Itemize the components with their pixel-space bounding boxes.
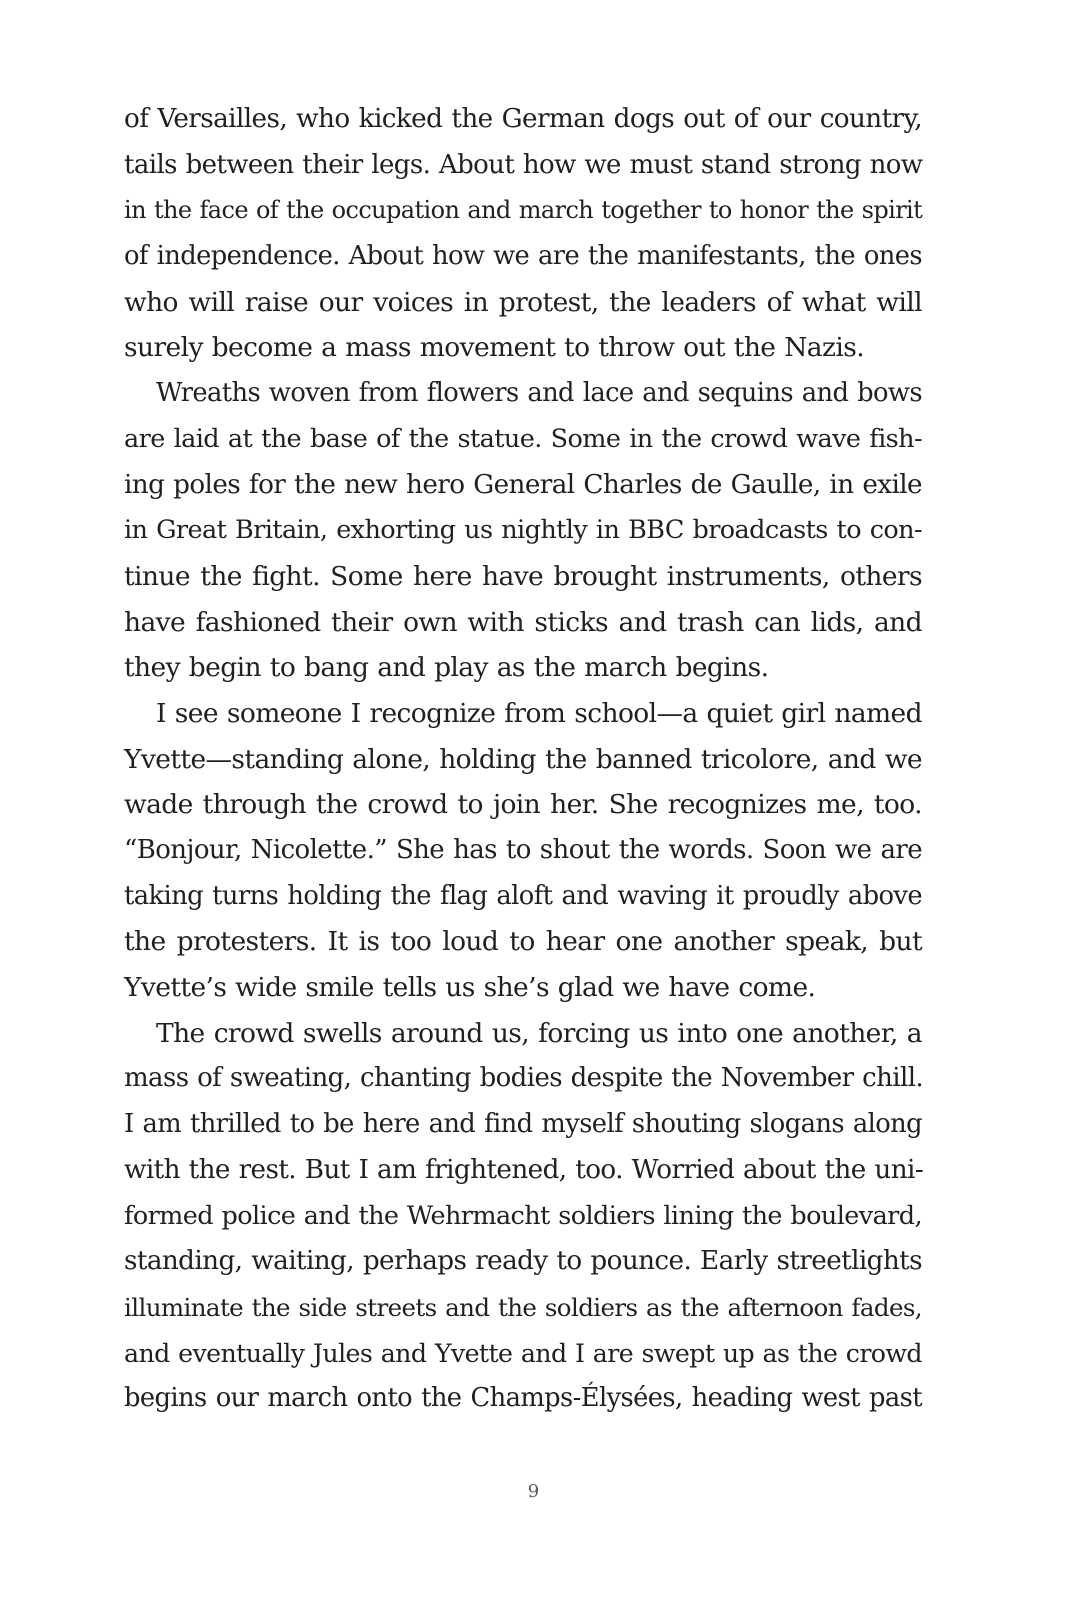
- text-line: are laid at the base of the statue. Some in the crowd wave fish-: [124, 423, 922, 454]
- text-line: begins our march onto the Champs-Élysées, heading west past: [124, 1383, 922, 1414]
- body-text: [124, 97, 922, 1422]
- text-line: taking turns holding the flag aloft and waving it proudly above: [124, 880, 922, 911]
- page-number: 9: [527, 1481, 540, 1502]
- text-line: formed police and the Wehrmacht soldiers lining the boulevard,: [124, 1200, 922, 1231]
- text-line: they begin to bang and play as the march begins.: [124, 652, 769, 684]
- text-line: with the rest. But I am frightened, too. Worried about the uni-: [124, 1154, 924, 1185]
- text-line: Wreaths woven from flowers and lace and sequins and bows: [156, 378, 922, 409]
- text-line: standing, waiting, perhaps ready to pounce. Early streetlights: [124, 1246, 922, 1277]
- text-line: and eventually Jules and Yvette and I are swept up as the crowd: [124, 1338, 922, 1368]
- text-line: of independence. About how we are the manifestants, the ones: [124, 241, 922, 272]
- text-line: I am thrilled to be here and find myself shouting slogans along: [124, 1109, 922, 1140]
- text-line: in the face of the occupation and march together to honor the spirit: [124, 196, 923, 225]
- paragraph: [124, 371, 922, 691]
- text-line: tinue the fight. Some here have brought instruments, others: [124, 560, 922, 592]
- text-line: “Bonjour, Nicolette.” She has to shout the words. Soon we are: [124, 835, 922, 865]
- text-line: ing poles for the new hero General Charles de Gaulle, in exile: [124, 469, 922, 500]
- paragraph: [124, 97, 922, 371]
- paragraph: [124, 691, 922, 1011]
- text-line: who will raise our voices in protest, the leaders of what will: [124, 286, 922, 318]
- text-line: mass of sweating, chanting bodies despite the November chill.: [124, 1063, 924, 1094]
- text-line: surely become a mass movement to throw out the Nazis.: [124, 332, 865, 364]
- text-line: of Versailles, who kicked the German dogs out of our country,: [124, 104, 922, 134]
- text-line: have fashioned their own with sticks and trash can lids, and: [124, 606, 922, 638]
- text-line: tails between their legs. About how we must stand strong now: [124, 149, 923, 180]
- paragraph: [124, 1011, 922, 1422]
- text-line: The crowd swells around us, forcing us into one another, a: [156, 1017, 922, 1049]
- text-line: wade through the crowd to join her. She recognizes me, too.: [124, 789, 922, 821]
- text-line: the protesters. It is too loud to hear one another speak, but: [124, 926, 922, 958]
- text-line: Yvette—standing alone, holding the banned tricolore, and we: [124, 743, 922, 775]
- text-line: I see someone I recognize from school—a quiet girl named: [156, 697, 922, 729]
- text-line: illuminate the side streets and the soldiers as the afternoon fades,: [124, 1292, 922, 1322]
- text-line: in Great Britain, exhorting us nightly in BBC broadcasts to con-: [124, 515, 922, 546]
- text-line: Yvette’s wide smile tells us she’s glad we have come.: [124, 972, 816, 1004]
